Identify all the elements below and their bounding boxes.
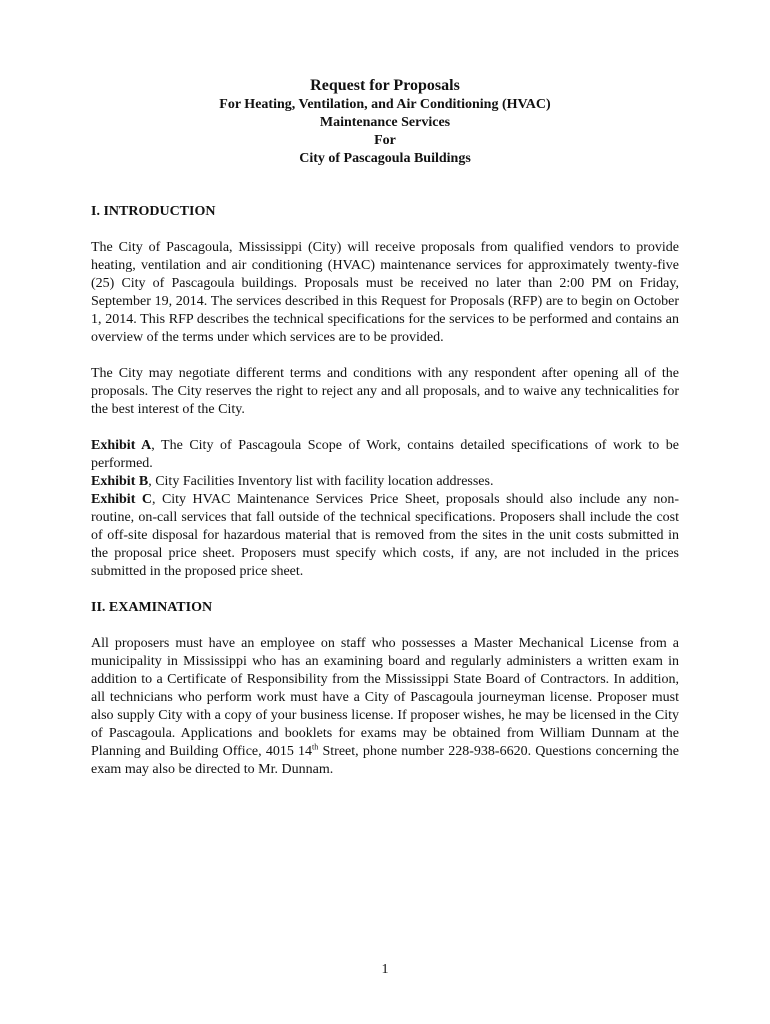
exhibit-a-label: Exhibit A — [91, 438, 152, 453]
exhibit-a-text: , The City of Pascagoula Scope of Work, contains detailed specifications of work to be performed. — [91, 438, 679, 471]
exhibit-a-paragraph — [91, 437, 679, 473]
exhibit-c-text: , City HVAC Maintenance Services Price Sheet, proposals should also include any non-routine, on-call services that fall outside of the technical specifications. Proposers shall include the cost of off-site disposal for hazardous material that is removed from the sites in the unit costs submitted in the proposal price sheet. Proposers must specify which costs, if any, are not included in the prices submitted in the proposed price sheet. — [91, 492, 679, 579]
title-block — [0, 76, 770, 168]
exhibit-c-paragraph — [91, 491, 679, 581]
title-subline-4: City of Pascagoula Buildings — [299, 151, 471, 166]
intro-paragraph-2: The City may negotiate different terms and conditions with any respondent after opening all of the proposals. The City reserves the right to reject any and all proposals, and to waive any technicalities for the best interest of the City. — [91, 366, 679, 417]
title-subline-3: For — [374, 133, 396, 148]
examination-text-continued: Street, phone number 228-938-6620. Questions concerning the exam may also be directed to Mr. Dunnam. — [91, 744, 679, 777]
exhibit-b-label: Exhibit B — [91, 474, 149, 489]
section-heading-examination: II. EXAMINATION — [91, 600, 213, 615]
document-title: Request for Proposals — [310, 77, 460, 94]
title-subline-1: For Heating, Ventilation, and Air Conditioning (HVAC) — [219, 97, 551, 112]
section-heading-introduction: I. INTRODUCTION — [91, 204, 216, 219]
exhibit-b-text: , City Facilities Inventory list with facility location addresses. — [148, 474, 494, 489]
examination-paragraph — [91, 635, 679, 779]
page-number: 1 — [381, 962, 389, 977]
intro-paragraph-1: The City of Pascagoula, Mississippi (City) will receive proposals from qualified vendors to provide heating, ventilation and air conditioning (HVAC) maintenance services for approximately twenty-five (25) City of Pascagoula buildings. Proposals must be received no later than 2:00 PM on Friday, September 19, 2014. The services described in this Request for Proposals (RFP) are to begin on October 1, 2014. This RFP describes the technical specifications for the services to be performed and contains an overview of the terms under which services are to be provided. — [91, 240, 679, 345]
title-subline-2: Maintenance Services — [319, 115, 451, 130]
document-body — [91, 203, 679, 779]
ordinal-suffix: th — [312, 742, 319, 752]
exhibit-b-paragraph — [91, 473, 679, 491]
exhibit-c-label: Exhibit C — [91, 492, 152, 507]
examination-text: All proposers must have an employee on staff who possesses a Master Mechanical License from a municipality in Mississippi who has an examining board and regularly administers a written exam in addition to a Certificate of Responsibility from the Mississippi State Board of Contractors. In addition, all technicians who perform work must have a City of Pascagoula journeyman license. Proposer must also supply City with a copy of your business license. If proposer wishes, he may be licensed in the City of Pascagoula. Applications and booklets for exams may be obtained from William Dunnam at the Planning and Building Office, 4015 14 — [91, 636, 679, 759]
